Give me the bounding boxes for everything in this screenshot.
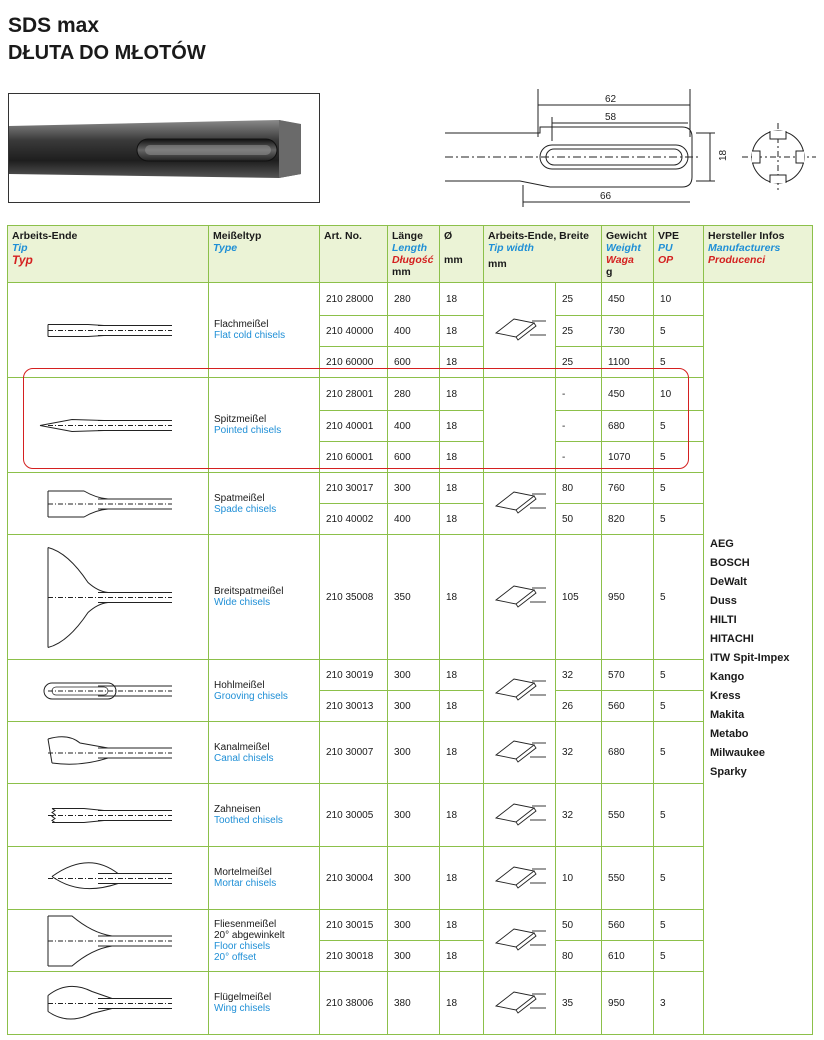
- length-cell: 280: [388, 283, 440, 316]
- weight-cell: 450: [602, 283, 654, 316]
- pu-cell: 5: [654, 660, 704, 691]
- table-row: [8, 910, 813, 941]
- art-no-cell: 210 30007: [320, 722, 388, 784]
- table-row: [8, 722, 813, 784]
- art-no-cell: 210 30015: [320, 910, 388, 941]
- length-cell: 600: [388, 347, 440, 378]
- table-body: [8, 283, 813, 1035]
- manufacturer-name: Metabo: [710, 728, 749, 740]
- chisel-type-cell: Mortelmeißel Mortar chisels: [209, 847, 320, 910]
- length-cell: 300: [388, 722, 440, 784]
- length-cell: 400: [388, 316, 440, 347]
- tip-width-cell: -: [556, 411, 602, 442]
- table-row: [8, 847, 813, 910]
- tip-width-icon: [484, 701, 554, 712]
- length-cell: 400: [388, 411, 440, 442]
- diameter-cell: 18: [440, 972, 484, 1035]
- diameter-cell: 18: [440, 473, 484, 504]
- pu-cell: 5: [654, 504, 704, 535]
- weight-cell: 550: [602, 847, 654, 910]
- length-cell: 280: [388, 378, 440, 411]
- pu-cell: 5: [654, 473, 704, 504]
- point-chisel-drawing: [8, 379, 208, 472]
- art-no-cell: 210 30013: [320, 691, 388, 722]
- art-no-cell: 210 30018: [320, 941, 388, 972]
- tip-width-cell: 26: [556, 691, 602, 722]
- tip-width-icon: [484, 341, 554, 352]
- tip-drawing-cell: [8, 847, 209, 910]
- dim-58-label: 58: [605, 112, 617, 123]
- tip-width-icon: [484, 826, 554, 837]
- pu-cell: 5: [654, 442, 704, 473]
- chisel-type-cell: Breitspatmeißel Wide chisels: [209, 535, 320, 660]
- diameter-cell: 18: [440, 442, 484, 473]
- length-cell: 300: [388, 941, 440, 972]
- length-cell: 300: [388, 660, 440, 691]
- tip-width-drawing-cell: [484, 847, 556, 910]
- art-no-cell: 210 30004: [320, 847, 388, 910]
- weight-cell: 820: [602, 504, 654, 535]
- sds-shank-photo-image: [9, 94, 320, 203]
- art-no-cell: 210 60000: [320, 347, 388, 378]
- pu-cell: 10: [654, 378, 704, 411]
- length-cell: 300: [388, 691, 440, 722]
- tip-width-cell: 80: [556, 473, 602, 504]
- pu-cell: 5: [654, 691, 704, 722]
- tip-width-icon: [484, 1014, 554, 1025]
- tip-width-cell: 32: [556, 784, 602, 847]
- weight-cell: 610: [602, 941, 654, 972]
- manufacturer-name: BOSCH: [710, 557, 750, 569]
- tip-drawing-cell: [8, 784, 209, 847]
- pu-cell: 5: [654, 535, 704, 660]
- weight-cell: 560: [602, 691, 654, 722]
- tip-width-cell: 32: [556, 722, 602, 784]
- groove-chisel-drawing: [8, 661, 208, 721]
- art-no-cell: 210 30017: [320, 473, 388, 504]
- col-length-header: Länge Length Długość mm: [388, 226, 440, 283]
- tip-width-drawing-cell: [484, 473, 556, 535]
- pu-cell: 10: [654, 283, 704, 316]
- tip-width-drawing-cell: [484, 283, 556, 378]
- weight-cell: 450: [602, 378, 654, 411]
- spade-chisel-drawing: [8, 474, 208, 534]
- manufacturer-name: Duss: [710, 595, 737, 607]
- wide-chisel-drawing: [8, 536, 208, 659]
- canal-chisel-drawing: [8, 723, 208, 783]
- art-no-cell: 210 35008: [320, 535, 388, 660]
- diameter-cell: 18: [440, 941, 484, 972]
- manufacturer-name: DeWalt: [710, 576, 747, 588]
- diameter-cell: 18: [440, 411, 484, 442]
- col-dia-header: Ø mm: [440, 226, 484, 283]
- diameter-cell: 18: [440, 910, 484, 941]
- tip-width-cell: 25: [556, 347, 602, 378]
- diameter-cell: 18: [440, 660, 484, 691]
- wing-chisel-drawing: [8, 973, 208, 1034]
- tip-width-icon: [484, 763, 554, 774]
- chisel-type-cell: Kanalmeißel Canal chisels: [209, 722, 320, 784]
- length-cell: 350: [388, 535, 440, 660]
- col-mfr-header: Hersteller Infos Manufacturers Producenci: [704, 226, 813, 283]
- tip-width-drawing-cell: [484, 722, 556, 784]
- tip-drawing-cell: [8, 473, 209, 535]
- tip-width-drawing-cell: [484, 660, 556, 722]
- tip-drawing-cell: [8, 283, 209, 378]
- tip-drawing-cell: [8, 910, 209, 972]
- length-cell: 300: [388, 473, 440, 504]
- mortar-chisel-drawing: [8, 848, 208, 909]
- length-cell: 400: [388, 504, 440, 535]
- chisel-type-cell: Zahneisen Toothed chisels: [209, 784, 320, 847]
- weight-cell: 950: [602, 535, 654, 660]
- tip-width-cell: 10: [556, 847, 602, 910]
- chisel-type-cell: Flügelmeißel Wing chisels: [209, 972, 320, 1035]
- shank-dimension-drawing: [440, 85, 820, 215]
- tip-width-cell: 32: [556, 660, 602, 691]
- table-row: [8, 535, 813, 660]
- chisel-type-cell: Spitzmeißel Pointed chisels: [209, 378, 320, 473]
- table-header-row: [8, 226, 813, 283]
- diameter-cell: 18: [440, 691, 484, 722]
- tip-width-drawing-cell: [484, 378, 556, 473]
- col-vpe-header: VPE PU OP: [654, 226, 704, 283]
- weight-cell: 680: [602, 722, 654, 784]
- weight-cell: 1100: [602, 347, 654, 378]
- length-cell: 600: [388, 442, 440, 473]
- tip-drawing-cell: [8, 722, 209, 784]
- flat-chisel-drawing: [8, 284, 208, 377]
- weight-cell: 950: [602, 972, 654, 1035]
- chisel-type-cell: Flachmeißel Flat cold chisels: [209, 283, 320, 378]
- chisel-type-cell: Spatmeißel Spade chisels: [209, 473, 320, 535]
- floor-chisel-drawing: [8, 911, 208, 971]
- tip-width-cell: 80: [556, 941, 602, 972]
- weight-cell: 1070: [602, 442, 654, 473]
- tip-width-drawing-cell: [484, 972, 556, 1035]
- pu-cell: 5: [654, 941, 704, 972]
- art-no-cell: 210 30019: [320, 660, 388, 691]
- diameter-cell: 18: [440, 378, 484, 411]
- manufacturer-name: HITACHI: [710, 633, 754, 645]
- pu-cell: 5: [654, 722, 704, 784]
- length-cell: 300: [388, 784, 440, 847]
- col-end-header: Arbeits-Ende Tip Typ: [8, 226, 209, 283]
- tip-width-cell: 50: [556, 910, 602, 941]
- weight-cell: 570: [602, 660, 654, 691]
- page-title: SDS max: [8, 14, 100, 37]
- diameter-cell: 18: [440, 722, 484, 784]
- weight-cell: 730: [602, 316, 654, 347]
- length-cell: 300: [388, 847, 440, 910]
- tip-width-cell: 50: [556, 504, 602, 535]
- art-no-cell: 210 40002: [320, 504, 388, 535]
- table-row: [8, 660, 813, 691]
- tip-width-cell: -: [556, 378, 602, 411]
- diameter-cell: 18: [440, 535, 484, 660]
- pu-cell: 5: [654, 910, 704, 941]
- diameter-cell: 18: [440, 504, 484, 535]
- col-width-header: Arbeits-Ende, Breite Tip width mm: [484, 226, 602, 283]
- art-no-cell: 210 40001: [320, 411, 388, 442]
- tooth-chisel-drawing: [8, 785, 208, 846]
- product-photo: [8, 93, 320, 203]
- table-row: [8, 473, 813, 504]
- table-row: [8, 283, 813, 316]
- col-art-header: Art. No.: [320, 226, 388, 283]
- tip-width-cell: 25: [556, 283, 602, 316]
- pu-cell: 5: [654, 316, 704, 347]
- pu-cell: 5: [654, 347, 704, 378]
- diameter-cell: 18: [440, 283, 484, 316]
- tip-drawing-cell: [8, 535, 209, 660]
- pu-cell: 3: [654, 972, 704, 1035]
- art-no-cell: 210 60001: [320, 442, 388, 473]
- length-cell: 300: [388, 910, 440, 941]
- tip-width-icon: [484, 889, 554, 900]
- manufacturer-name: HILTI: [710, 614, 737, 626]
- tip-width-icon: [484, 608, 554, 619]
- weight-cell: 760: [602, 473, 654, 504]
- pu-cell: 5: [654, 411, 704, 442]
- manufacturer-name: Kango: [710, 671, 745, 683]
- diameter-cell: 18: [440, 784, 484, 847]
- chisel-spec-table: [7, 225, 813, 1035]
- tip-drawing-cell: [8, 972, 209, 1035]
- manufacturer-name: Milwaukee: [710, 747, 766, 759]
- manufacturers-cell: [704, 283, 813, 1035]
- pu-cell: 5: [654, 847, 704, 910]
- tip-width-drawing-cell: [484, 784, 556, 847]
- col-type-header: Meißeltyp Type: [209, 226, 320, 283]
- diameter-cell: 18: [440, 847, 484, 910]
- diameter-cell: 18: [440, 316, 484, 347]
- tip-width-cell: 25: [556, 316, 602, 347]
- manufacturer-name: Kress: [710, 690, 741, 702]
- manufacturer-name: Makita: [710, 709, 745, 721]
- length-cell: 380: [388, 972, 440, 1035]
- tip-width-drawing-cell: [484, 910, 556, 972]
- weight-cell: 550: [602, 784, 654, 847]
- weight-cell: 680: [602, 411, 654, 442]
- tip-drawing-cell: [8, 378, 209, 473]
- chisel-type-cell: Hohlmeißel Grooving chisels: [209, 660, 320, 722]
- tip-width-cell: 105: [556, 535, 602, 660]
- diameter-cell: 18: [440, 347, 484, 378]
- table-row: [8, 972, 813, 1035]
- tip-width-cell: -: [556, 442, 602, 473]
- manufacturer-name: AEG: [710, 538, 734, 550]
- page-subtitle: DŁUTA DO MŁOTÓW: [8, 42, 206, 64]
- pu-cell: 5: [654, 784, 704, 847]
- art-no-cell: 210 30005: [320, 784, 388, 847]
- chisel-type-cell: Fliesenmeißel 20° abgewinkelt Floor chisels 20° offset: [209, 910, 320, 972]
- technical-drawing: [440, 85, 820, 215]
- art-no-cell: 210 28000: [320, 283, 388, 316]
- manufacturer-name: ITW Spit-Impex: [710, 652, 790, 664]
- tip-width-drawing-cell: [484, 535, 556, 660]
- tip-width-icon: [484, 951, 554, 962]
- art-no-cell: 210 38006: [320, 972, 388, 1035]
- manufacturer-name: Sparky: [710, 766, 747, 778]
- art-no-cell: 210 40000: [320, 316, 388, 347]
- table-row: [8, 378, 813, 411]
- table-row: [8, 784, 813, 847]
- dim-62-label: 62: [605, 94, 617, 105]
- weight-cell: 560: [602, 910, 654, 941]
- dim-18-label: 18: [718, 149, 729, 161]
- tip-drawing-cell: [8, 660, 209, 722]
- dim-66-label: 66: [600, 191, 612, 202]
- col-weight-header: Gewicht Weight Waga g: [602, 226, 654, 283]
- tip-width-icon: [484, 514, 554, 525]
- tip-width-cell: 35: [556, 972, 602, 1035]
- art-no-cell: 210 28001: [320, 378, 388, 411]
